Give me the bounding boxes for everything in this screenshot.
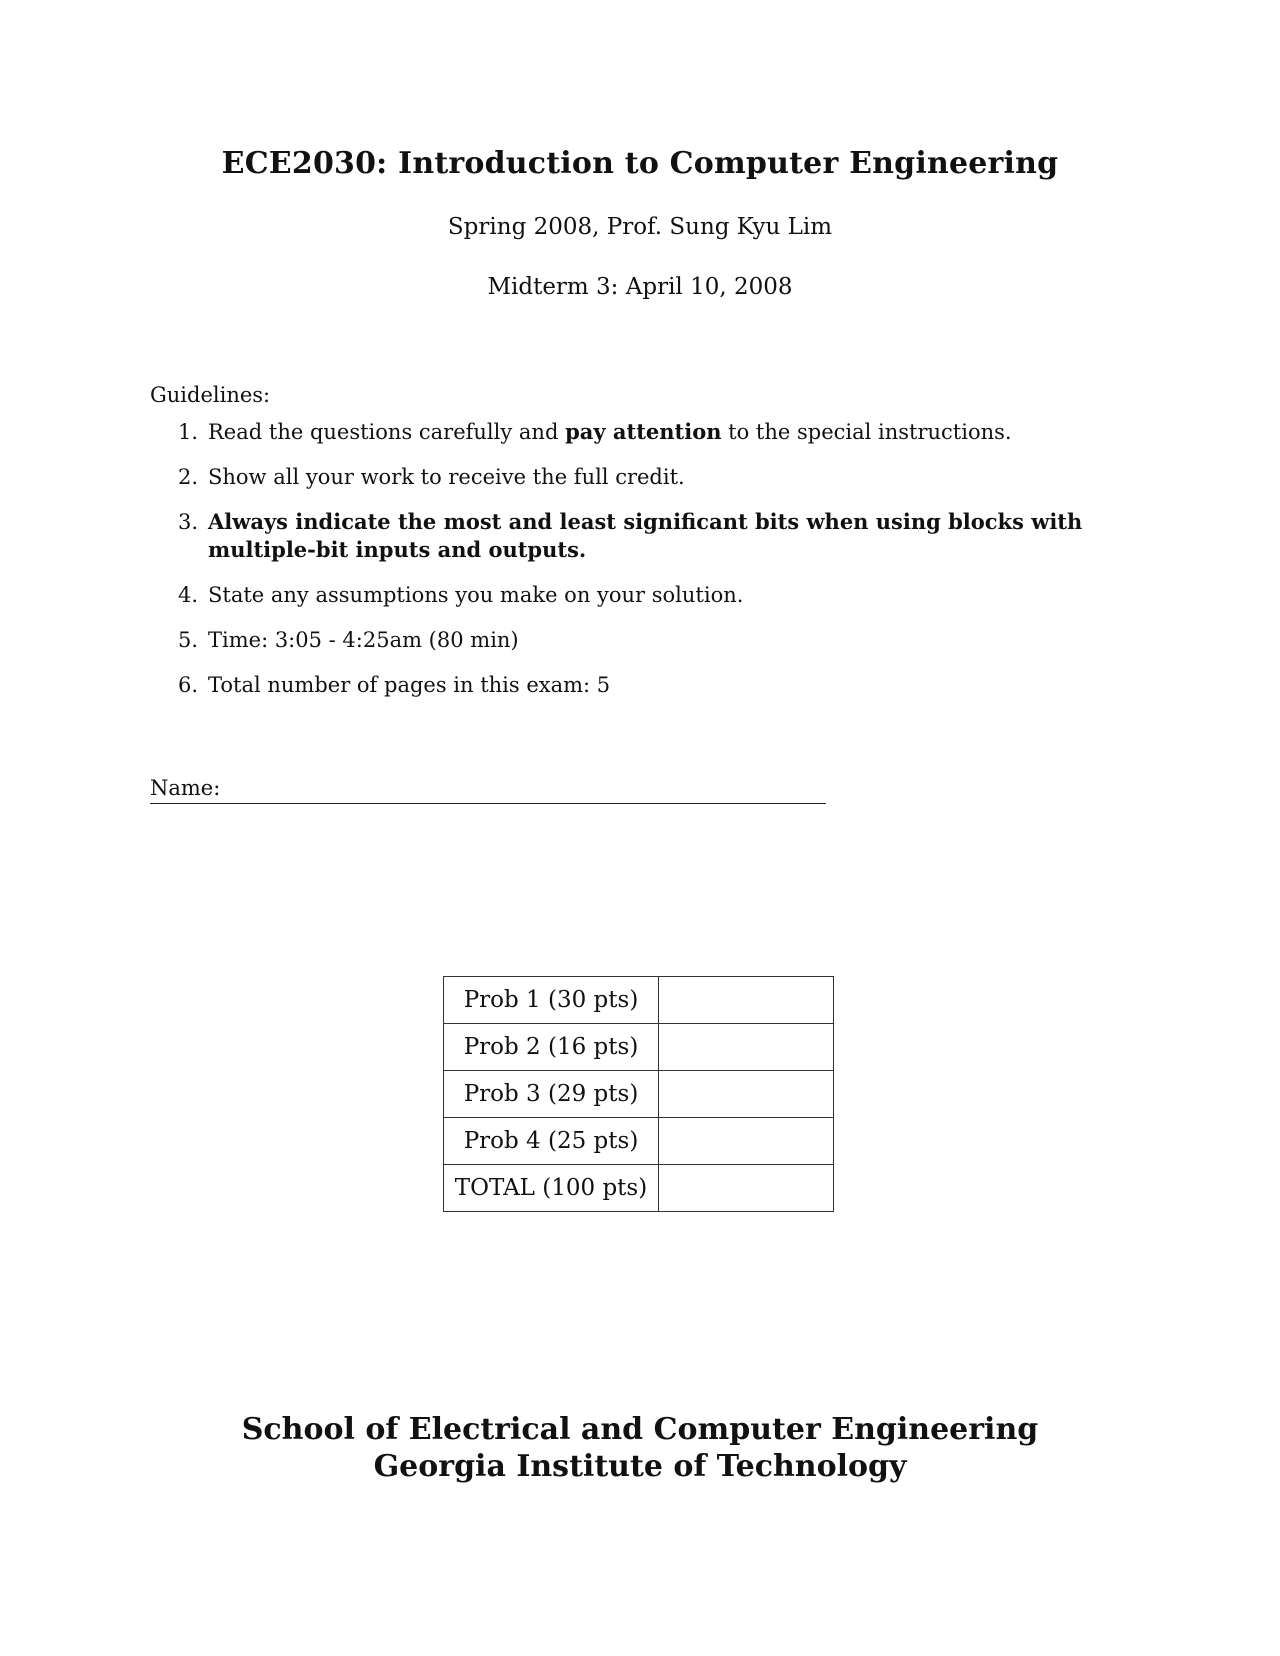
guidelines-list (170, 418, 1150, 716)
score-cell[interactable] (659, 977, 834, 1024)
guideline-number: 2. (177, 465, 198, 489)
institute-name: Georgia Institute of Technology (373, 1449, 907, 1484)
guideline-text: Read the questions carefully and (208, 420, 566, 444)
score-cell[interactable] (659, 1024, 834, 1071)
guideline-number: 4. (177, 583, 198, 607)
problem-label: Prob 2 (16 pts) (444, 1024, 659, 1071)
guideline-number: 5. (177, 628, 198, 652)
guideline-text: State any assumptions you make on your solution. (208, 583, 744, 607)
guideline-item (170, 581, 1150, 609)
guideline-emphasis: Always indicate the most and least significant bits when using blocks with multiple-bit inputs and outputs. (208, 509, 1083, 562)
total-score-cell[interactable] (659, 1165, 834, 1212)
problem-label: Prob 1 (30 pts) (444, 977, 659, 1024)
name-label: Name: (150, 776, 221, 800)
table-row (444, 1165, 834, 1212)
guideline-text: to the special instructions. (721, 420, 1012, 444)
guideline-text: Time: 3:05 - 4:25am (80 min) (208, 628, 519, 652)
guideline-item (170, 671, 1150, 699)
guideline-number: 6. (177, 673, 198, 697)
guideline-number: 3. (177, 510, 198, 534)
exam-date: Midterm 3: April 10, 2008 (487, 274, 793, 300)
course-info: Spring 2008, Prof. Sung Kyu Lim (447, 214, 833, 240)
guidelines-heading: Guidelines: (150, 383, 271, 407)
score-cell[interactable] (659, 1071, 834, 1118)
score-cell[interactable] (659, 1118, 834, 1165)
problem-label: Prob 4 (25 pts) (444, 1118, 659, 1165)
table-row (444, 977, 834, 1024)
guideline-item (170, 463, 1150, 491)
table-row (444, 1024, 834, 1071)
exam-title: ECE2030: Introduction to Computer Engineering (221, 146, 1059, 181)
score-table (443, 976, 834, 1212)
guideline-emphasis: pay attention (565, 419, 722, 444)
guideline-item (170, 626, 1150, 654)
guideline-text: Show all your work to receive the full credit. (208, 465, 685, 489)
guideline-text: Total number of pages in this exam: 5 (208, 673, 611, 697)
name-input-line[interactable] (150, 803, 826, 804)
problem-label: Prob 3 (29 pts) (444, 1071, 659, 1118)
school-name: School of Electrical and Computer Engineering (241, 1412, 1039, 1447)
guideline-item (170, 418, 1150, 446)
total-label: TOTAL (100 pts) (444, 1165, 659, 1212)
table-row (444, 1118, 834, 1165)
table-row (444, 1071, 834, 1118)
guideline-number: 1. (177, 420, 198, 444)
guideline-item (170, 508, 1150, 564)
institution-footer (0, 1411, 1280, 1485)
